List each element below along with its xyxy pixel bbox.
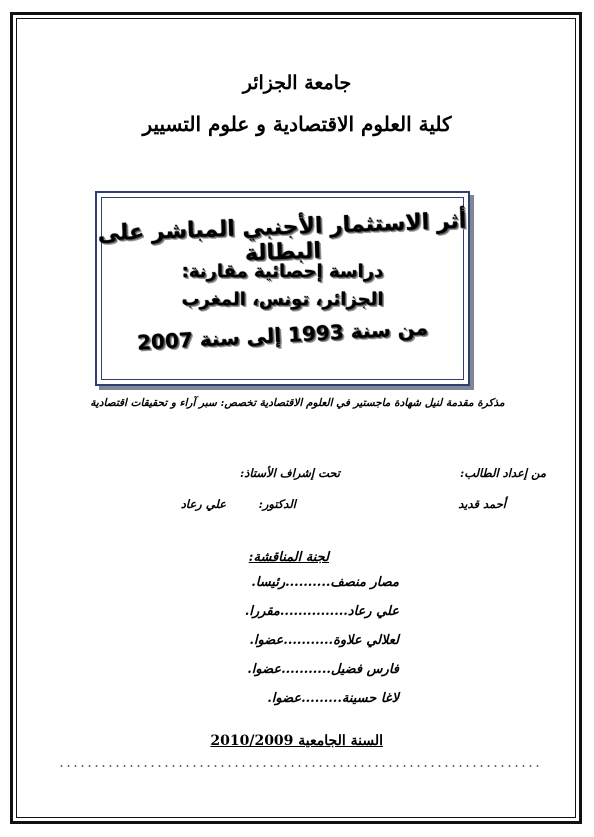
university-name: جامعة الجزائر	[242, 72, 352, 94]
supervisor-title: الدكتور:	[258, 497, 296, 511]
thesis-title-box	[95, 191, 470, 386]
thesis-title-line-3: الجزائر، تونس، المغرب	[181, 289, 384, 310]
dotted-footer-line	[58, 765, 543, 767]
student-name: أحمد قديد	[458, 497, 506, 511]
academic-year: السنة الجامعية 2010/2009	[210, 733, 383, 749]
jury-member: لاغا حسينة.........عضوا.	[267, 691, 399, 706]
memo-description: مذكرة مقدمة لنيل شهادة ماجستير في العلوم الاقتصادية تخصص: سبر آراء و تحقيقات اقتصادية	[90, 397, 505, 409]
supervisor-name: علي رعاد	[180, 497, 226, 511]
jury-member: فارس فضيل...........عضوا.	[247, 662, 399, 677]
prepared-by-label: من إعداد الطالب:	[459, 466, 546, 480]
thesis-title-line-4: من سنة 1993 إلى سنة 2007	[136, 315, 429, 355]
thesis-title-line-1: أثر الاستثمار الأجنبي المباشر على البطالة	[97, 208, 467, 267]
supervised-by-label: تحت إشراف الأستاذ:	[240, 466, 340, 480]
jury-list	[245, 573, 399, 718]
thesis-title-line-2: دراسة إحصائية مقارنة:	[181, 261, 384, 282]
jury-member: لعلالي علاوة...........عضوا.	[249, 633, 399, 648]
jury-member: مصار منصف..........رئيسا.	[251, 575, 399, 590]
jury-member: علي رعاد...............مقررا.	[244, 604, 399, 619]
jury-title: لجنة المناقشة:	[248, 550, 329, 565]
faculty-name: كلية العلوم الاقتصادية و علوم التسيير	[142, 112, 452, 136]
